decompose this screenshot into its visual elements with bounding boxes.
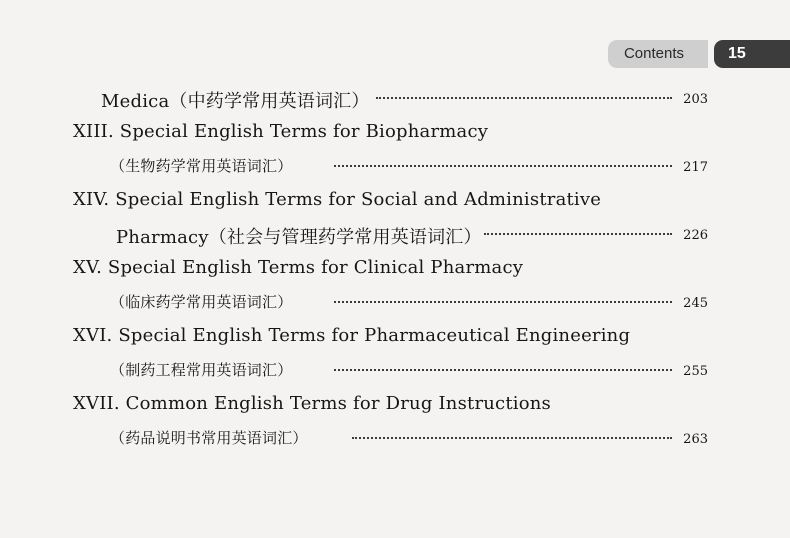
toc-entry[interactable]: [0, 218, 790, 252]
toc-entry[interactable]: [0, 150, 790, 184]
toc-entry-title: （临床药学常用英语词汇）: [110, 293, 293, 311]
page-number: 15: [714, 40, 790, 68]
toc-entry-title: Pharmacy（社会与管理药学常用英语词汇）: [116, 227, 482, 248]
toc-entry-title: XVII. Common English Terms for Drug Instructions: [73, 393, 551, 414]
dot-leader: [334, 301, 672, 303]
toc-entry-title: Medica（中药学常用英语词汇）: [101, 91, 370, 112]
toc-entry[interactable]: [0, 184, 790, 218]
dot-leader: [484, 233, 672, 235]
toc-entry[interactable]: [0, 388, 790, 422]
toc-entry[interactable]: [0, 320, 790, 354]
toc-entry[interactable]: [0, 116, 790, 150]
toc-entry-page: 217: [683, 160, 708, 175]
toc-entry-page: 245: [683, 296, 708, 311]
toc-entry[interactable]: [0, 354, 790, 388]
dot-leader: [376, 97, 672, 99]
toc-entry-page: 203: [683, 92, 708, 107]
toc-entry[interactable]: [0, 422, 790, 456]
toc-entry-title: （制药工程常用英语词汇）: [110, 361, 293, 379]
toc-entry-title: XIII. Special English Terms for Biopharmacy: [73, 121, 489, 142]
dot-leader: [334, 165, 672, 167]
toc-entry-title: XV. Special English Terms for Clinical Pharmacy: [73, 257, 524, 278]
section-tab: Contents: [608, 40, 708, 68]
dot-leader: [334, 369, 672, 371]
toc-entry-title: （药品说明书常用英语词汇）: [110, 429, 308, 447]
toc-entry[interactable]: [0, 252, 790, 286]
table-of-contents: [0, 82, 790, 456]
toc-entry[interactable]: [0, 286, 790, 320]
toc-entry-title: XVI. Special English Terms for Pharmaceutical Engineering: [73, 325, 631, 346]
toc-entry-page: 263: [683, 432, 708, 447]
toc-entry-title: （生物药学常用英语词汇）: [110, 157, 293, 175]
toc-entry-page: 255: [683, 364, 708, 379]
toc-entry-page: 226: [683, 228, 708, 243]
toc-entry[interactable]: [0, 82, 790, 116]
toc-entry-title: XIV. Special English Terms for Social and Administrative: [73, 189, 602, 210]
dot-leader: [352, 437, 672, 439]
page-header: [608, 40, 790, 68]
